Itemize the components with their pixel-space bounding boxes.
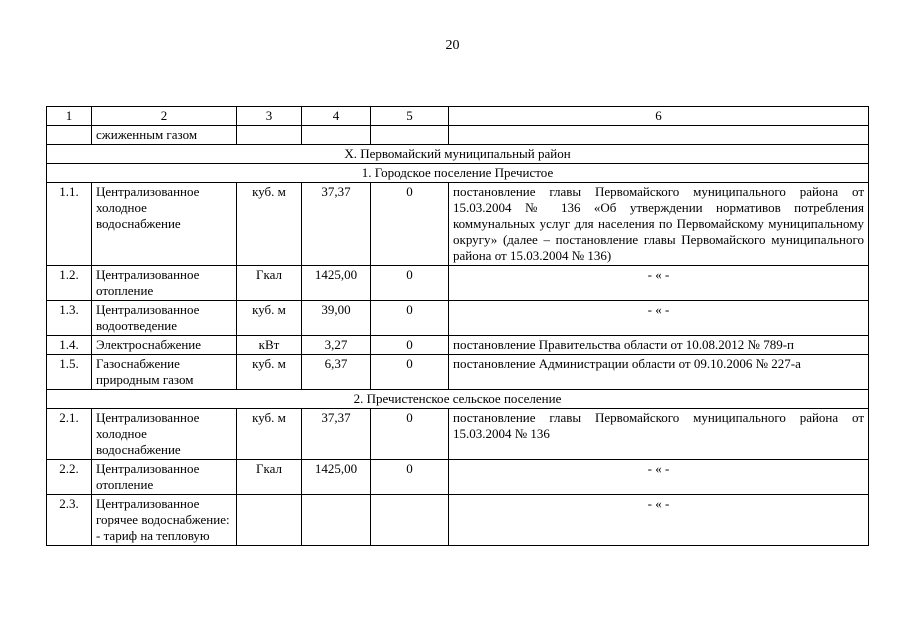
row-unit [237, 495, 302, 546]
row-col5: 0 [371, 183, 449, 266]
row-name: Централизованное отопление [92, 266, 237, 301]
row-document: - « - [449, 460, 869, 495]
row-number: 1.5. [47, 355, 92, 390]
column-header: 5 [371, 107, 449, 126]
row-name: Централизованное отопление [92, 460, 237, 495]
header-row [47, 107, 869, 126]
row-value: 39,00 [302, 301, 371, 336]
row-unit: куб. м [237, 301, 302, 336]
column-header: 6 [449, 107, 869, 126]
column-header: 2 [92, 107, 237, 126]
section-title: 2. Пречистенское сельское поселение [47, 390, 869, 409]
table-row [47, 336, 869, 355]
row-value [302, 495, 371, 546]
row-unit: кВт [237, 336, 302, 355]
row-unit: Гкал [237, 460, 302, 495]
row-value: 1425,00 [302, 460, 371, 495]
column-header: 1 [47, 107, 92, 126]
row-document: постановление главы Первомайского муниципального района от 15.03.2004 № 136 [449, 409, 869, 460]
row-document: - « - [449, 301, 869, 336]
row-value: 3,27 [302, 336, 371, 355]
row-value: 37,37 [302, 183, 371, 266]
row-col5: 0 [371, 460, 449, 495]
row-value: 37,37 [302, 409, 371, 460]
row-col5 [371, 495, 449, 546]
table-row [47, 495, 869, 546]
row-value: 6,37 [302, 355, 371, 390]
row-col5: 0 [371, 355, 449, 390]
district-title: X. Первомайский муниципальный район [47, 145, 869, 164]
section-title-row [47, 164, 869, 183]
row-document: постановление Правительства области от 10.08.2012 № 789-п [449, 336, 869, 355]
row-number: 1.4. [47, 336, 92, 355]
row-name: Электроснабжение [92, 336, 237, 355]
row-name: Централизованное водоотведение [92, 301, 237, 336]
row-value: 1425,00 [302, 266, 371, 301]
norms-table [46, 106, 869, 546]
row-col5: 0 [371, 266, 449, 301]
row-col5: 0 [371, 409, 449, 460]
row-unit: куб. м [237, 355, 302, 390]
row-unit: куб. м [237, 183, 302, 266]
row-unit: Гкал [237, 266, 302, 301]
row-number: 1.3. [47, 301, 92, 336]
row-col5: 0 [371, 301, 449, 336]
row-number: 1.2. [47, 266, 92, 301]
page-number: 20 [445, 38, 460, 53]
row-document: - « - [449, 266, 869, 301]
continuation-row [47, 126, 869, 145]
table-row [47, 183, 869, 266]
column-header: 4 [302, 107, 371, 126]
row-name: Централизованное холодное водоснабжение [92, 183, 237, 266]
table-row [47, 460, 869, 495]
row-number: 2.1. [47, 409, 92, 460]
row-document: постановление главы Первомайского муниципального района от 15.03.2004 № 136 «Об утверждении нормативов потребления коммунальных услуг для населения по Первомайскому муниципальному округу» (далее – постановление главы Первомайского муниципального района от 15.03.2004 № 136) [449, 183, 869, 266]
row-number: 2.3. [47, 495, 92, 546]
row-name: сжиженным газом [92, 126, 237, 145]
row-name: Централизованное горячее водоснабжение: - тариф на тепловую [92, 495, 237, 546]
table-row [47, 409, 869, 460]
row-col5: 0 [371, 336, 449, 355]
row-number: 2.2. [47, 460, 92, 495]
section-title: 1. Городское поселение Пречистое [47, 164, 869, 183]
column-header: 3 [237, 107, 302, 126]
row-unit: куб. м [237, 409, 302, 460]
table-row [47, 266, 869, 301]
district-title-row [47, 145, 869, 164]
table-body [47, 107, 869, 546]
section-title-row [47, 390, 869, 409]
row-document: - « - [449, 495, 869, 546]
row-number: 1.1. [47, 183, 92, 266]
table-row [47, 355, 869, 390]
row-name: Централизованное холодное водоснабжение [92, 409, 237, 460]
row-name: Газоснабжение природным газом [92, 355, 237, 390]
row-document: постановление Администрации области от 09.10.2006 № 227-а [449, 355, 869, 390]
table-row [47, 301, 869, 336]
